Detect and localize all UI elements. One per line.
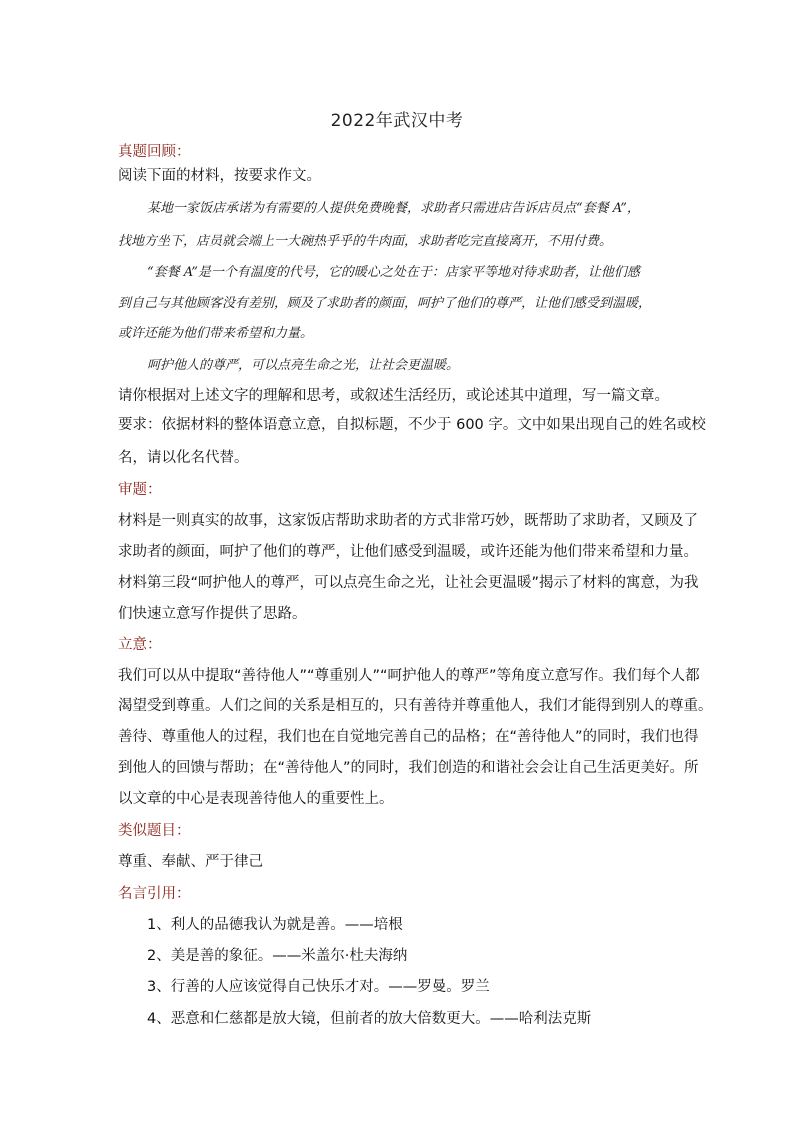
intro-text: 阅读下面的材料，按要求作文。 [118, 168, 321, 184]
quote-item: 4、恶意和仁慈都是放大镜，但前者的放大倍数更大。——哈利法克斯 [147, 1011, 592, 1027]
quote-item: 1、利人的品德我认为就是善。——培根 [147, 917, 403, 933]
similar-text: 尊重、奉献、严于律己 [118, 854, 263, 870]
task-line: 请你根据对上述文字的理解和思考，或叙述生活经历，或论述其中道理，写一篇文章。 [118, 388, 669, 404]
idea-line: 以文章的中心是表现善待他人的重要性上。 [118, 791, 394, 807]
idea-heading: 立意： [118, 637, 162, 653]
document-title: 2022年武汉中考 [330, 111, 464, 131]
material-line: 找地方坐下，店员就会端上一大碗热乎乎的牛肉面，求助者吃完直接离开，不用付费。 [118, 234, 613, 249]
idea-line: 我们可以从中提取“善待他人”“尊重别人”“呵护他人的尊严”等角度立意写作。我们每个人都 [118, 668, 700, 684]
task-line: 要求：依据材料的整体语意立意，自拟标题，不少于 600 字。文中如果出现自己的姓名或校 [118, 417, 706, 433]
analysis-line: 们快速立意写作提供了思路。 [118, 606, 307, 622]
material-line: 到自己与其他顾客没有差别，顾及了求助者的颜面，呵护了他们的尊严，让他们感受到温暖， [118, 296, 652, 311]
quote-item: 3、行善的人应该觉得自己快乐才对。——罗曼。罗兰 [147, 979, 490, 995]
material-line: 或许还能为他们带来希望和力量。 [118, 326, 314, 341]
idea-line: 到他人的回馈与帮助；在“善待他人”的同时，我们创造的和谐社会会让自己生活更美好。所 [118, 760, 699, 776]
analysis-heading: 审题： [118, 482, 162, 498]
idea-line: 渴望受到尊重。人们之间的关系是相互的，只有善待并尊重他人，我们才能得到别人的尊重。 [118, 698, 713, 714]
analysis-line: 材料第三段“呵护他人的尊严，可以点亮生命之光，让社会更温暖”揭示了材料的寓意，为我 [118, 575, 699, 591]
quotes-heading: 名言引用： [118, 886, 191, 902]
similar-heading: 类似题目： [118, 823, 191, 839]
review-heading: 真题回顾： [118, 144, 191, 160]
analysis-line: 材料是一则真实的故事，这家饭店帮助求助者的方式非常巧妙，既帮助了求助者，又顾及了 [118, 513, 698, 529]
task-line: 名，请以化名代替。 [118, 450, 249, 466]
analysis-line: 求助者的颜面，呵护了他们的尊严，让他们感受到温暖，或许还能为他们带来希望和力量。 [118, 544, 698, 560]
material-line: 某地一家饭店承诺为有需要的人提供免费晚餐，求助者只需进店告诉店员点“套餐 A”， [147, 201, 640, 216]
idea-line: 善待、尊重他人的过程，我们也在自觉地完善自己的品格；在“善待他人”的同时，我们也得 [118, 729, 699, 745]
material-line: “套餐 A”是一个有温度的代号，它的暖心之处在于：店家平等地对待求助者，让他们感 [147, 265, 640, 280]
material-line: 呵护他人的尊严，可以点亮生命之光，让社会更温暖。 [147, 358, 460, 373]
quote-item: 2、美是善的象征。——米盖尔·杜夫海纳 [147, 948, 408, 964]
